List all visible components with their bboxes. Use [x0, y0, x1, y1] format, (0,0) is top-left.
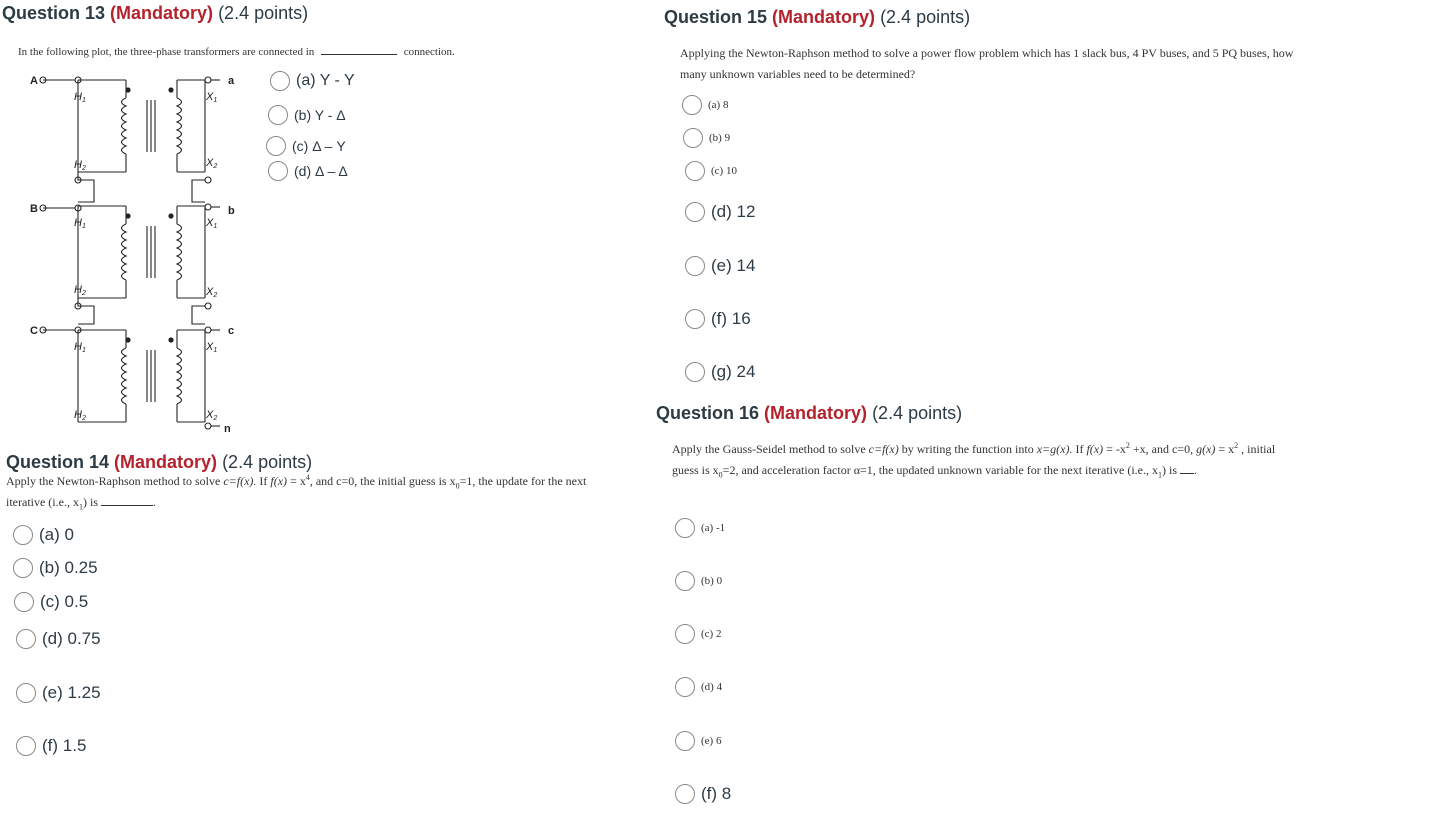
q15-option-c-label: (c) 10	[711, 165, 737, 177]
q16-radio-e[interactable]	[675, 731, 695, 751]
h1-label-3: H	[74, 341, 82, 353]
q16-sub0: 0	[718, 470, 723, 480]
q13-option-a-label: (a) Y - Y	[296, 72, 355, 89]
q14-option-e-label: (e) 1.25	[42, 683, 101, 702]
q16-text-3: by writing the function into	[901, 442, 1034, 456]
h2-label-1: H	[74, 159, 82, 171]
q14-option-a[interactable]	[13, 525, 74, 545]
x1-sub-2: 1	[213, 223, 218, 230]
x1-sub-3: 1	[213, 347, 218, 354]
q14-points: (2.4 points)	[222, 452, 313, 472]
q16-text-9: g(x)	[1196, 442, 1216, 456]
h2-sub-2: 2	[81, 290, 86, 297]
q15-radio-b[interactable]	[683, 128, 703, 148]
q13-prompt	[18, 43, 455, 58]
q16-mandatory: (Mandatory)	[764, 403, 868, 423]
q14-radio-c[interactable]	[14, 592, 34, 612]
q16-radio-a[interactable]	[675, 518, 695, 538]
q16-radio-d[interactable]	[675, 677, 695, 697]
x2-label-1: X	[206, 157, 214, 169]
q15-radio-a[interactable]	[682, 95, 702, 115]
q14-sub1: 1	[78, 502, 83, 512]
x2-sub-3: 2	[213, 415, 218, 422]
q13-radio-d[interactable]	[268, 161, 288, 181]
q15-option-b-label: (b) 9	[709, 132, 731, 144]
q15-radio-f[interactable]	[685, 309, 705, 329]
q16-text-4: x=g(x).	[1036, 442, 1073, 456]
q16-prompt: Apply the Gauss-Seidel method to solve c=f(x) by writing the function into x=g(x). If $f(x) = -x^2 +x$, and c=0, $g(x) = x^2$ , initial guess is $x_0=2$, and acceleration factor α=1, the updated unknown variable for the next iterative (i.e., $x_1$) is .	[672, 441, 1276, 480]
q16-radio-f[interactable]	[675, 784, 695, 804]
q15-option-d[interactable]	[685, 202, 755, 222]
h1-sub-2: 1	[81, 223, 86, 230]
svg-text:H2	[74, 409, 86, 422]
q15-prompt-line2: many unknown variables need to be determined?	[680, 67, 916, 81]
q14-option-f-label: (f) 1.5	[42, 736, 87, 755]
svg-text:H2	[74, 159, 86, 172]
svg-text:X2	[205, 409, 217, 422]
q15-option-c[interactable]	[685, 161, 737, 181]
transformer-1	[78, 80, 205, 172]
svg-text:H2	[74, 284, 86, 297]
x2-label-2: X	[206, 286, 214, 298]
q14-option-a-label: (a) 0	[39, 525, 74, 544]
q13-header	[2, 3, 308, 24]
q14-option-d[interactable]	[16, 629, 101, 649]
q14-option-c[interactable]	[14, 592, 88, 612]
q16-exp-1: 2	[1125, 441, 1130, 450]
q14-text-5: = x	[290, 474, 306, 488]
q16-option-f[interactable]	[675, 784, 731, 804]
q14-header	[6, 452, 312, 473]
q15-option-b[interactable]	[683, 128, 730, 148]
q15-radio-d[interactable]	[685, 202, 705, 222]
q14-option-c-label: (c) 0.5	[40, 592, 89, 611]
q15-prompt	[680, 43, 1293, 85]
q14-radio-f[interactable]	[16, 736, 36, 756]
q15-number: Question 15	[664, 7, 768, 27]
q14-text-8: iterative (i.e., x	[6, 495, 79, 509]
q13-option-a[interactable]	[270, 71, 355, 91]
q16-option-d[interactable]	[675, 677, 722, 697]
q14-number: Question 14	[6, 452, 110, 472]
q16-radio-c[interactable]	[675, 624, 695, 644]
q15-radio-g[interactable]	[685, 362, 705, 382]
svg-text:X2	[205, 286, 217, 299]
q13-option-b-label: (b) Y - Δ	[294, 107, 346, 123]
q13-prompt-tail: connection.	[403, 46, 455, 58]
transformer-2	[78, 206, 205, 298]
q13-prompt-text: In the following plot, the three-phase transformers are connected in	[18, 46, 315, 58]
q16-option-a-label: (a) -1	[701, 522, 726, 534]
q13-option-c-label: (c) Δ – Y	[292, 138, 346, 154]
q15-option-e-label: (e) 14	[711, 256, 756, 275]
svg-text:H1	[74, 91, 86, 104]
h1-label-1: H	[74, 91, 82, 103]
x1-label-3: X	[206, 341, 214, 353]
out-label-n: n	[224, 423, 231, 435]
q14-option-d-label: (d) 0.75	[42, 629, 101, 648]
q15-header	[664, 7, 970, 28]
q15-option-e[interactable]	[685, 256, 755, 276]
q16-option-a[interactable]	[675, 518, 725, 538]
svg-text:H1	[74, 341, 86, 354]
q14-text-6: , and c=0, the initial guess is x	[309, 474, 456, 488]
q15-option-f[interactable]	[685, 309, 751, 329]
q16-text-13: =2, and acceleration factor α=1, the updated unknown variable for the next iterative (i.e., x	[722, 463, 1158, 477]
h1-label-2: H	[74, 217, 82, 229]
svg-text:X2	[205, 157, 217, 170]
h2-sub-1: 2	[81, 165, 86, 172]
phase-label-c: C	[30, 325, 38, 337]
q13-mandatory: (Mandatory)	[110, 3, 214, 23]
q14-option-b-label: (b) 0.25	[39, 558, 98, 577]
q13-option-d-label: (d) Δ – Δ	[294, 163, 348, 179]
q16-option-f-label: (f) 8	[701, 784, 732, 803]
q13-radio-a[interactable]	[270, 71, 290, 91]
q14-radio-d[interactable]	[16, 629, 36, 649]
h1-sub-3: 1	[81, 347, 86, 354]
q16-points: (2.4 points)	[872, 403, 963, 423]
transformer-diagram	[30, 68, 250, 438]
h1-sub-1: 1	[81, 97, 86, 104]
q14-text-2: c=f(x).	[223, 474, 257, 488]
h2-label-3: H	[74, 409, 82, 421]
q15-option-f-label: (f) 16	[711, 309, 751, 328]
phase-label-a: A	[30, 75, 38, 87]
q16-header	[656, 403, 962, 424]
q15-option-g[interactable]	[685, 362, 755, 382]
q15-points: (2.4 points)	[880, 7, 971, 27]
phase-label-b: B	[30, 203, 38, 215]
q16-text-12: guess is x	[672, 463, 719, 477]
q16-option-c-label: (c) 2	[701, 628, 722, 640]
svg-text:H1	[74, 217, 86, 230]
q16-text-10: = x	[1218, 442, 1235, 456]
q16-option-e[interactable]	[675, 731, 721, 751]
q13-option-b[interactable]	[268, 105, 346, 125]
q16-exp-2: 2	[1234, 441, 1239, 450]
q16-option-d-label: (d) 4	[701, 681, 723, 693]
q14-option-b[interactable]	[13, 558, 98, 578]
h2-sub-3: 2	[81, 415, 86, 422]
out-label-a: a	[228, 75, 235, 87]
q16-text-8: +x, and c=0,	[1132, 442, 1194, 456]
q16-blank	[1180, 462, 1194, 474]
q14-option-f[interactable]	[16, 736, 86, 756]
q14-text-9: ) is	[82, 495, 98, 509]
q16-radio-b[interactable]	[675, 571, 695, 591]
q15-option-d-label: (d) 12	[711, 202, 756, 221]
q13-option-d[interactable]	[268, 161, 348, 181]
q15-mandatory: (Mandatory)	[772, 7, 876, 27]
x2-sub-2: 2	[213, 292, 218, 299]
x1-sub-1: 1	[213, 97, 218, 104]
out-label-c: c	[228, 325, 235, 337]
q15-radio-e[interactable]	[685, 256, 705, 276]
x2-label-3: X	[206, 409, 214, 421]
q14-radio-e[interactable]	[16, 683, 36, 703]
q13-option-c[interactable]	[266, 136, 346, 156]
q16-text-11: , initial	[1241, 442, 1276, 456]
q15-option-a[interactable]	[682, 95, 728, 115]
q16-text-5: If	[1075, 442, 1084, 456]
q14-radio-b[interactable]	[13, 558, 33, 578]
q15-prompt-line1: Applying the Newton-Raphson method to solve a power flow problem which has 1 slack bus, 4 PV buses, and 5 PQ buses, how	[680, 46, 1294, 60]
q14-option-e[interactable]	[16, 683, 101, 703]
q16-option-e-label: (e) 6	[701, 735, 722, 747]
x1-label-2: X	[206, 217, 214, 229]
out-label-b: b	[228, 205, 235, 217]
svg-text:X1	[205, 341, 217, 354]
q16-text-1: Apply the Gauss-Seidel method to solve	[672, 442, 866, 456]
q14-text-7: =1, the update for the next	[459, 474, 587, 488]
q15-option-g-label: (g) 24	[711, 362, 756, 381]
svg-text:X1	[205, 91, 217, 104]
q15-radio-c[interactable]	[685, 161, 705, 181]
q16-text-6: f(x)	[1086, 442, 1104, 456]
q13-points: (2.4 points)	[218, 3, 309, 23]
q16-sub1: 1	[1158, 470, 1162, 480]
q16-option-b-label: (b) 0	[701, 575, 723, 587]
q14-mandatory: (Mandatory)	[114, 452, 218, 472]
q14-text-1: Apply the Newton-Raphson method to solve	[6, 474, 221, 488]
q16-text-14: ) is	[1162, 463, 1177, 477]
h2-label-2: H	[74, 284, 82, 296]
q14-blank	[101, 494, 153, 506]
q14-exp: 4	[305, 473, 310, 482]
q16-option-b[interactable]	[675, 571, 722, 591]
q13-radio-b[interactable]	[268, 105, 288, 125]
q13-radio-c[interactable]	[266, 136, 286, 156]
q14-sub0: 0	[455, 481, 460, 491]
transformer-3	[78, 330, 205, 422]
svg-text:X1	[205, 217, 217, 230]
q13-blank	[321, 43, 397, 55]
q16-text-2: c=f(x)	[868, 442, 899, 456]
q13-number: Question 13	[2, 3, 106, 23]
q14-text-4: f(x)	[270, 474, 288, 488]
q16-number: Question 16	[656, 403, 760, 423]
q14-text-3: If	[259, 474, 268, 488]
x2-sub-1: 2	[213, 163, 218, 170]
q14-prompt: Apply the Newton-Raphson method to solve c=f(x). If $f(x) = x^4$, and c=0, the initial guess is $x_0=1$, the update for the next iterative (i.e., $x_1$) is .	[6, 473, 587, 512]
q15-option-a-label: (a) 8	[708, 99, 729, 111]
q16-option-c[interactable]	[675, 624, 721, 644]
x1-label-1: X	[206, 91, 214, 103]
q14-radio-a[interactable]	[13, 525, 33, 545]
q16-text-7: = -x	[1106, 442, 1126, 456]
